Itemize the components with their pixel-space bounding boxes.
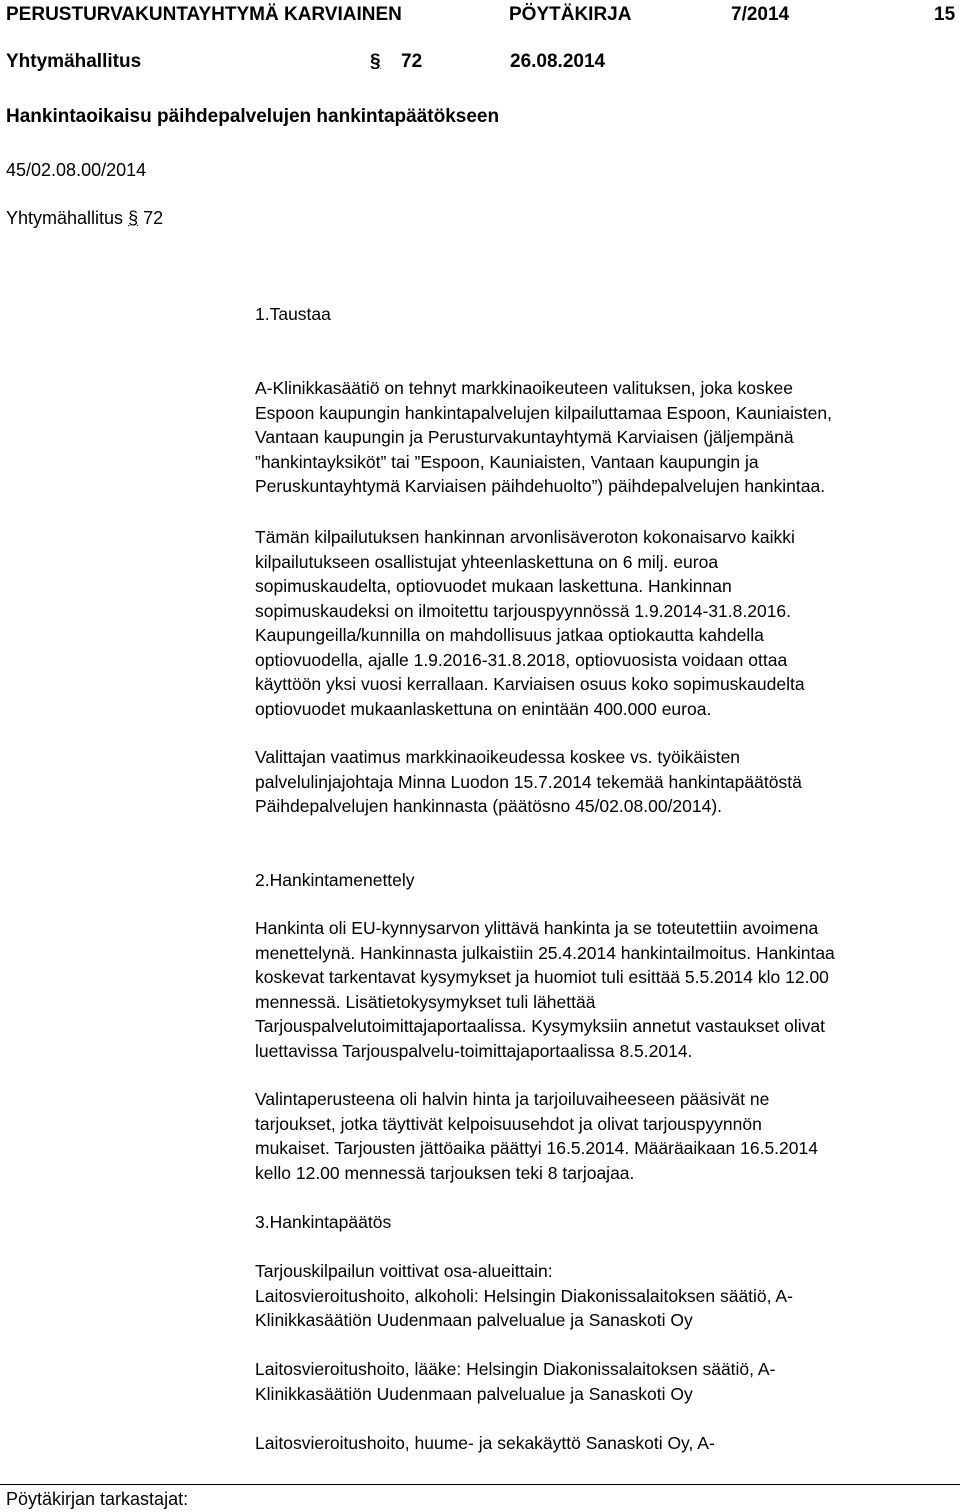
section-2-paragraph-1: Hankinta oli EU-kynnysarvon ylittävä hankinta ja se toteutettiin avoimena menettelynä. Hankinnasta julkaistiin 25.4.2014 hankintailmoitus. Hankintaa koskevat tarkentavat kysymykset ja huomiot tuli esittää 5.5.2014 klo 12.00 mennessä. Lisätietokysymykset tuli lähettää Tarjouspalvelutoimittajaportaalissa. Kysymyksiin annetut vastaukset olivat luettavissa Tarjouspalvelu-toimittajaportaalissa 8.5.2014. bbox=[255, 918, 835, 1061]
reference-number: 72 bbox=[143, 208, 164, 228]
reviewers-label: Pöytäkirjan tarkastajat: bbox=[6, 1489, 189, 1509]
page-number: 15 bbox=[934, 4, 956, 25]
organization-name: PERUSTURVAKUNTAYHTYMÄ KARVIAINEN bbox=[6, 4, 402, 25]
section-2-paragraph-2: Valintaperusteena oli halvin hinta ja tarjoiluvaiheeseen pääsivät ne tarjoukset, jotka täyttivät kelpoisuusehdot ja olivat tarjouspyynnön mukaiset. Tarjousten jättöaika päättyi 16.5.2014. Määräaikaan 16.5.2014 kello 12.00 mennessä tarjouksen teki 8 tarjoajaa. bbox=[255, 1089, 818, 1183]
section-3-paragraph-3: Laitosvieroitushoito, huume- ja sekakäyttö Sanaskoti Oy, A- bbox=[255, 1433, 715, 1453]
document-number: 7/2014 bbox=[731, 4, 790, 25]
section-number: 72 bbox=[401, 51, 423, 72]
section-1-heading: 1.Taustaa bbox=[255, 304, 331, 324]
reference-symbol: § bbox=[128, 208, 139, 228]
body-name: Yhtymähallitus bbox=[6, 51, 142, 72]
section-3-heading: 3.Hankintapäätös bbox=[255, 1212, 392, 1232]
reference-body: Yhtymähallitus bbox=[6, 208, 124, 228]
meeting-date: 26.08.2014 bbox=[510, 51, 606, 72]
reference-line bbox=[6, 207, 163, 229]
section-2-heading: 2.Hankintamenettely bbox=[255, 870, 415, 890]
diary-number: 45/02.08.00/2014 bbox=[6, 160, 147, 180]
section-symbol: § bbox=[370, 51, 381, 72]
section-3-paragraph-2: Laitosvieroitushoito, lääke: Helsingin Diakonissalaitoksen säätiö, A- Klinikkasäätiön Uudenmaan palvelualue ja Sanaskoti Oy bbox=[255, 1359, 776, 1404]
signature-divider bbox=[0, 1484, 960, 1485]
document-type: PÖYTÄKIRJA bbox=[509, 4, 632, 25]
section-1-paragraph-3: Valittajan vaatimus markkinaoikeudessa koskee vs. työikäisten palvelulinjajohtaja Minna Luodon 15.7.2014 tekemää hankintapäätöstä Päihdepalvelujen hankinnasta (päätösno 45/02.08.00/2014). bbox=[255, 747, 802, 816]
section-1-paragraph-1: A-Klinikkasäätiö on tehnyt markkinaoikeuteen valituksen, joka koskee Espoon kaupungin hankintapalvelujen kilpailuttamaa Espoon, Kauniaisten, Vantaan kaupungin ja Perusturvakuntayhtymä Karviaisen (jäljempänä ”hankintayksiköt” tai ”Espoon, Kauniaisten, Vantaan kaupungin ja Peruskuntayhtymä Karviaisen päihdehuolto”) päihdepalvelujen hankintaa. bbox=[255, 378, 832, 496]
section-1-paragraph-2: Tämän kilpailutuksen hankinnan arvonlisäveroton kokonaisarvo kaikki kilpailutukseen osallistujat yhteenlaskettuna on 6 milj. euroa sopimuskaudelta, optiovuodet mukaan laskettuna. Hankinnan sopimuskaudeksi on ilmoitettu tarjouspyynnössä 1.9.2014-31.8.2016. Kaupungeilla/kunnilla on mahdollisuus jatkaa optiokautta kahdella optiovuodella, ajalle 1.9.2016-31.8.2018, optiovuosista voidaan ottaa käyttöön yksi vuosi kerrallaan. Karviaisen osuus koko sopimuskaudelta optiovuodet mukaanlaskettuna on enintään 400.000 euroa. bbox=[255, 527, 805, 719]
section-3-paragraph-1: Tarjouskilpailun voittivat osa-alueittain: Laitosvieroitushoito, alkoholi: Helsingin Diakonissalaitoksen säätiö, A- Klinikkasäätiön Uudenmaan palvelualue ja Sanaskoti Oy bbox=[255, 1261, 793, 1330]
document-title: Hankintaoikaisu päihdepalvelujen hankintapäätökseen bbox=[6, 106, 500, 127]
